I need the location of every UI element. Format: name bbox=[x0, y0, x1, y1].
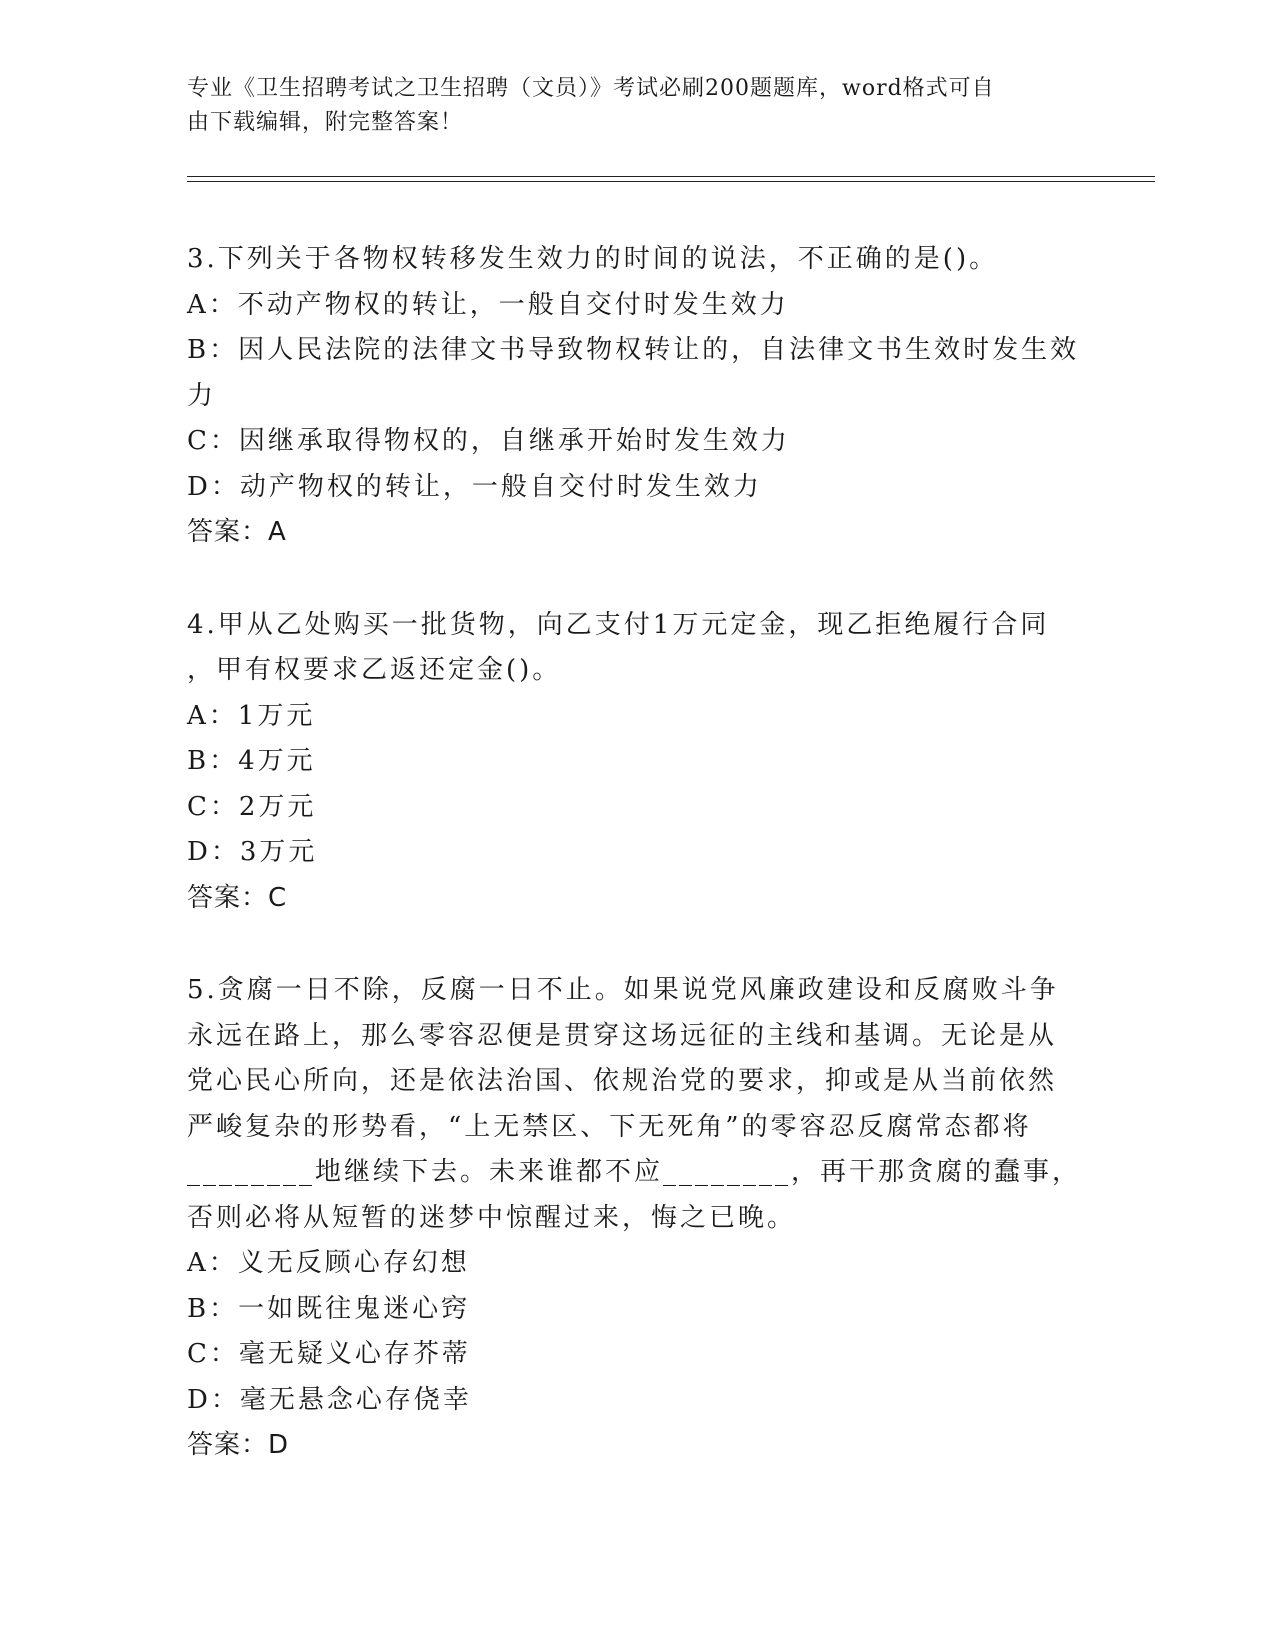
question-stem-continuation: 严峻复杂的形势看，“上无禁区、下无死角”的零容忍反腐常态都将 bbox=[187, 1111, 1032, 1142]
answer-label: 答案：C bbox=[187, 882, 288, 913]
header-line-2: 由下载编辑，附完整答案！ bbox=[187, 110, 464, 135]
option-c: C：2万元 bbox=[187, 791, 317, 822]
question-stem: 5.贪腐一日不除，反腐一日不止。如果说党风廉政建设和反腐败斗争 bbox=[187, 975, 1059, 1005]
option-b: B：一如既往鬼迷心窍 bbox=[187, 1293, 471, 1324]
question-3 bbox=[187, 237, 1087, 556]
header-line-1: 专业《卫生招聘考试之卫生招聘（文员）》考试必刷200题题库，word格式可自 bbox=[187, 76, 995, 101]
question-stem-continuation: ________地继续下去。未来谁都不应________，再干那贪腐的蠢事， bbox=[187, 1157, 1082, 1187]
option-a: A：1万元 bbox=[187, 700, 316, 731]
option-d: D：动产物权的转让，一般自交付时发生效力 bbox=[187, 471, 762, 502]
option-b: B：因人民法院的法律文书导致物权转让的，自法律文书生效时发生效 bbox=[187, 335, 1080, 365]
option-d: D：3万元 bbox=[187, 837, 318, 867]
header-divider-bottom bbox=[187, 181, 1155, 182]
question-stem-continuation: 永远在路上，那么零容忍便是贯穿这场远征的主线和基调。无论是从 bbox=[187, 1020, 1058, 1051]
question-stem-continuation: 否则必将从短暂的迷梦中惊醒过来，悔之已晚。 bbox=[187, 1202, 797, 1233]
question-5 bbox=[187, 968, 1087, 1469]
option-a: A：不动产物权的转让，一般自交付时发生效力 bbox=[187, 289, 789, 320]
question-list bbox=[187, 237, 1087, 1516]
answer-label: 答案：A bbox=[187, 517, 287, 547]
option-b-continuation: 力 bbox=[187, 380, 217, 411]
header-divider-top bbox=[187, 176, 1155, 177]
question-4 bbox=[187, 603, 1087, 922]
question-stem: 4.甲从乙处购买一批货物，向乙支付1万元定金，现乙拒绝履行合同 bbox=[187, 609, 1050, 640]
question-stem: 3.下列关于各物权转移发生效力的时间的说法，不正确的是()。 bbox=[187, 244, 999, 274]
option-a: A：义无反顾心存幻想 bbox=[187, 1248, 470, 1278]
option-b: B：4万元 bbox=[187, 746, 316, 776]
question-stem-continuation: ，甲有权要求乙返还定金()。 bbox=[187, 655, 562, 685]
option-d: D：毫无悬念心存侥幸 bbox=[187, 1384, 472, 1415]
option-c: C：因继承取得物权的，自继承开始时发生效力 bbox=[187, 426, 790, 456]
question-stem-continuation: 党心民心所向，还是依法治国、依规治党的要求，抑或是从当前依然 bbox=[187, 1066, 1058, 1096]
option-c: C：毫无疑义心存芥蒂 bbox=[187, 1339, 471, 1369]
answer-label: 答案：D bbox=[187, 1430, 290, 1460]
document-header bbox=[187, 72, 1067, 140]
